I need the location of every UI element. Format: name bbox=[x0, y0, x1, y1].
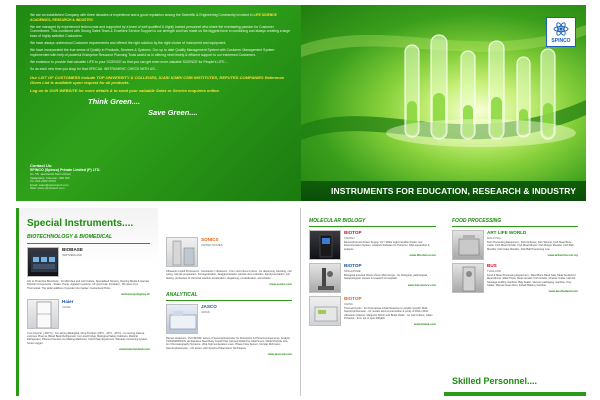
logo-wordmark: SPINCO bbox=[551, 37, 571, 44]
panel-molecular-biology bbox=[301, 208, 444, 396]
website-statement: Log on to OUR WEBSITE for more details & to send your valuable Sales or Service enquiries online. bbox=[30, 87, 220, 93]
product-photo bbox=[166, 304, 198, 334]
product-item bbox=[309, 296, 436, 326]
product-brand: SONICS bbox=[201, 237, 219, 242]
panel-sonics-analytical bbox=[158, 208, 301, 396]
product-description-wrap bbox=[166, 270, 292, 286]
product-item bbox=[309, 263, 436, 293]
panel-food-processing bbox=[444, 208, 586, 396]
contact-line: Web: www.spincotech.com bbox=[30, 186, 65, 191]
contact-line: Tel: 044-2483 XXXX bbox=[30, 179, 57, 184]
skilled-personnel-heading: Skilled Personnel.... bbox=[452, 376, 538, 386]
product-info bbox=[201, 304, 292, 334]
product-country: UNITED STATES bbox=[201, 243, 223, 247]
product-website-link[interactable]: www.busthailand.com bbox=[548, 289, 578, 294]
customers-statement: Our LIST OF CUSTOMERS include TOP UNIVERSITY & COLLEGES, ICAR/ ICMR/ CSIR INSTITUTES, REPUTED COMPANIES Reference Given List is available upon request for all products. bbox=[30, 74, 285, 85]
special-instruments-heading: Special Instruments.... bbox=[27, 218, 134, 229]
contact-company: SPINCO (Spinco) Private Limited (P) LTD. bbox=[30, 168, 101, 173]
product-info bbox=[487, 230, 578, 260]
cover-right-panel bbox=[301, 5, 586, 201]
brochure-cover-spread bbox=[16, 5, 586, 201]
product-description: Life to Protective Biorobotic - for Microbes and Cell Culture, Specialised Nursery, Rearing Media & Harvest Robotic Components - Shake, Pump, Agitation systems, CF grow bulk, Incubator - 80 Litres Cryo Thermostat. The wider addition of powder into tracker, Customised Pizos. bbox=[27, 280, 150, 290]
product-brand: BIOBASE bbox=[62, 247, 83, 252]
product-photo bbox=[309, 263, 341, 293]
product-item bbox=[166, 237, 292, 267]
product-info bbox=[62, 299, 150, 329]
product-description: Thermal Cycler - for Polymerase Chain Reaction to amplify specific DNA, Spectrophotometer - for nucleic acid concentration & purity of DNA / RNA, Ultrasonic Cleaner, Magnetic Stirrer and Bottle Roller - for Cell Culture, Glass Protector - from 1µl to upto 200µl/hr. bbox=[344, 307, 433, 320]
product-brand: Haier bbox=[62, 298, 74, 304]
product-photo bbox=[452, 263, 484, 293]
product-description-wrap bbox=[166, 337, 292, 356]
tagline-banner bbox=[301, 181, 586, 201]
product-info bbox=[201, 237, 292, 267]
product-description: Raman Analyzers, UV/VIS/NIR, series of Spectrophotometer for Absorption & Photo/Luminescence, Analytic TRANSMISSION, all Stainless Steel Body Liquid Flow Cell and Reflective Attachment, Model Particle size, Ion Chromatography Systems, Ultra high temperature oven, Phase Flow Sensor, Circular Dichroism Spectrophotometer - CD series, with Spectro-Polarimetric Techniques. bbox=[166, 336, 290, 350]
product-description: Food & Meat Processing Equipment - Meat Bone Band Saw, Meat Tenderizer, Meat Mincer, Meat Press, Meat Grinder, Fish Grader, Cheese Cutter, Lab Kitt Sausage stuffing machine, Bag Sealer, Vacuum packaging machine, Tray Sealer, Manual meat slicer, Kebab Making machine. bbox=[487, 274, 577, 287]
product-country: THAILAND bbox=[487, 269, 501, 273]
contact-line: No. 58, Jawaharlal Nehru Road, bbox=[30, 172, 72, 177]
intro-paragraph-4: We have incorporated the true sense of Quality in Products, Services & Systems. Our up to date Quality Management System with Customer Management System implemented with help of powerful Enterprise Resource Planning Tools assist us in offering need timely & efficient support to our esteemed Customers. bbox=[30, 48, 275, 57]
product-description-wrap bbox=[27, 332, 150, 351]
product-brand: BIOTOP bbox=[344, 263, 362, 268]
product-website-link[interactable]: www.biospringtray.ch bbox=[121, 291, 150, 296]
intro-paragraph-6: So as each new time you shop for that SPECIAL INSTRUMENT, CHECK WITH US... bbox=[30, 67, 158, 72]
product-item bbox=[27, 299, 150, 329]
product-country: CHINA bbox=[344, 302, 353, 306]
product-website-link[interactable]: www.haiermedical.com bbox=[119, 347, 150, 352]
save-green-slogan: Save Green.... bbox=[148, 107, 198, 117]
product-item bbox=[452, 263, 578, 293]
product-item bbox=[452, 230, 578, 260]
product-description-wrap bbox=[27, 280, 150, 296]
product-brand: JASCO bbox=[201, 303, 217, 309]
product-country: SWITZERLAND bbox=[62, 253, 83, 257]
product-website-link[interactable]: www.jascoint.com bbox=[267, 352, 292, 357]
product-photo bbox=[309, 230, 341, 260]
product-photo bbox=[452, 230, 484, 260]
panel-special-instruments bbox=[16, 208, 158, 396]
product-brand: BUS bbox=[487, 263, 497, 268]
contact-line: Vadapalani, Chennai - 600 026 bbox=[30, 175, 70, 180]
product-country: JAPAN bbox=[201, 309, 210, 314]
product-info bbox=[344, 296, 436, 326]
product-photo bbox=[27, 247, 59, 277]
product-item bbox=[166, 304, 292, 334]
product-website-link[interactable]: www.fibrobiosi.com bbox=[409, 252, 436, 257]
product-country: CHINA bbox=[62, 304, 71, 309]
product-description: Fish Processing Equipment - Fish Deboner, Fish Skinner, Fish Meat Bone Cutter, Fish Meat Grinder, Fish Meat Mincer, Fish Burger Moulder, Fish Ball Moulder, Fish Cake Moulder, Fish Ball Processing Line. bbox=[487, 241, 574, 251]
food-processing-heading: FOOD PROCESSING bbox=[452, 218, 578, 227]
product-item bbox=[309, 230, 436, 260]
product-description: Ultrasonic Liquid Processors - Sonicators / Ultrasonic - from micro litres to litres - for dispersing, blending, cell lysing, sample preparation, homogenization, deagglomeration, particle size reduction, depolymerization, soil testing, production of chemical reaction acceleration, degassing, emulsification, atomization. bbox=[166, 270, 292, 280]
product-description: Cryo Freezer (-150°C) - For storing Biological, Drug Product (-86°C, -40°C, -25°C) - for storing plasma, vaccines Pharma, Blood Bank Refrigerator, Ice Lined Fridge, Biological Safety Cabinets, Medical Refrigerator, Plasma Freezers Ice Making Machines, Cold Chain Equipment, Wireless monitoring system, Smart Logger. bbox=[27, 331, 148, 345]
biotech-section-heading: BIOTECHNOLOGY & BIOMEDICAL bbox=[27, 229, 150, 244]
product-brand: BIOTOP bbox=[344, 230, 362, 235]
product-info bbox=[344, 230, 436, 260]
lab-glassware-photo bbox=[301, 5, 586, 181]
contact-line: Email: sales@spincotech.com bbox=[30, 182, 69, 187]
product-photo bbox=[166, 237, 198, 267]
cover-left-panel bbox=[16, 5, 301, 201]
company-logo bbox=[546, 17, 576, 47]
product-description: Electrophoresis Power Supply, UV / White Light transilluminator, Gel Documentation System, Analysis Software for Proteins / DNA separation & analysis. bbox=[344, 241, 430, 251]
product-website-link[interactable]: www.biotek.com bbox=[414, 322, 436, 327]
product-photo bbox=[27, 299, 59, 329]
test-tubes-illustration bbox=[301, 5, 586, 181]
product-website-link[interactable]: www.artlworld.com.my bbox=[547, 252, 578, 257]
product-country: MALAYSIA bbox=[487, 236, 501, 240]
product-item bbox=[27, 247, 150, 277]
intro-paragraph-5: We endeavor to provide that valuable LIFE to your SCIENCE so that you can get even more valuable SCIENCE for People's LIFE.... bbox=[30, 60, 229, 65]
product-info bbox=[62, 247, 150, 277]
tagline-text: INSTRUMENTS FOR EDUCATION, RESEARCH & INDUSTRY bbox=[331, 186, 576, 196]
atom-logo-icon bbox=[553, 21, 569, 37]
product-website-link[interactable]: www.bioscience.com bbox=[407, 282, 436, 287]
product-website-link[interactable]: www.sonics.com bbox=[269, 281, 292, 286]
intro-paragraph-3: We have always understood Customer requirements and offered the right solution by the right choice of Instrument and equipment. bbox=[30, 41, 227, 46]
product-country: TAIWAN bbox=[344, 236, 355, 240]
contact-title: Contact Us: bbox=[30, 163, 53, 169]
product-brand: BIOTOP bbox=[344, 296, 362, 301]
intro-paragraph-2: We are managed by experienced technocrats and supported by a team of well qualified & highly trained personnel who share the everlasting passion for Customer Commitment. This combined with Strong Sales Team & Excellent Service Support is our strength and has made us the biggest force in combining and always creating a large base of highly satisfied Customers. bbox=[30, 24, 291, 38]
product-description: Biological Inverted Stereo Zoom Microscope - for biological, pathological, bacteriological, tissues & research & hospitals. bbox=[344, 274, 428, 281]
analytical-section-heading: ANALYTICAL bbox=[166, 292, 292, 301]
molecular-biology-heading: MOLECULAR BIOLOGY bbox=[309, 218, 436, 227]
footer-stripe bbox=[444, 392, 586, 396]
product-photo bbox=[309, 296, 341, 326]
brochure-inner-spread bbox=[16, 208, 586, 396]
product-brand: ART LIFE WORLD bbox=[487, 230, 527, 235]
contact-block bbox=[30, 163, 170, 191]
product-info bbox=[487, 263, 578, 293]
intro-paragraph-1: We are an established Company with three decades of experience and a good reputation among the Scientific & Engineering Community involved in LIFE SCIENCE ACADEMICS, RESEARCH & INDUSTRY. bbox=[30, 13, 277, 22]
product-info bbox=[344, 263, 436, 293]
product-country: SINGAPORE bbox=[344, 269, 361, 273]
think-green-slogan: Think Green.... bbox=[88, 96, 141, 106]
